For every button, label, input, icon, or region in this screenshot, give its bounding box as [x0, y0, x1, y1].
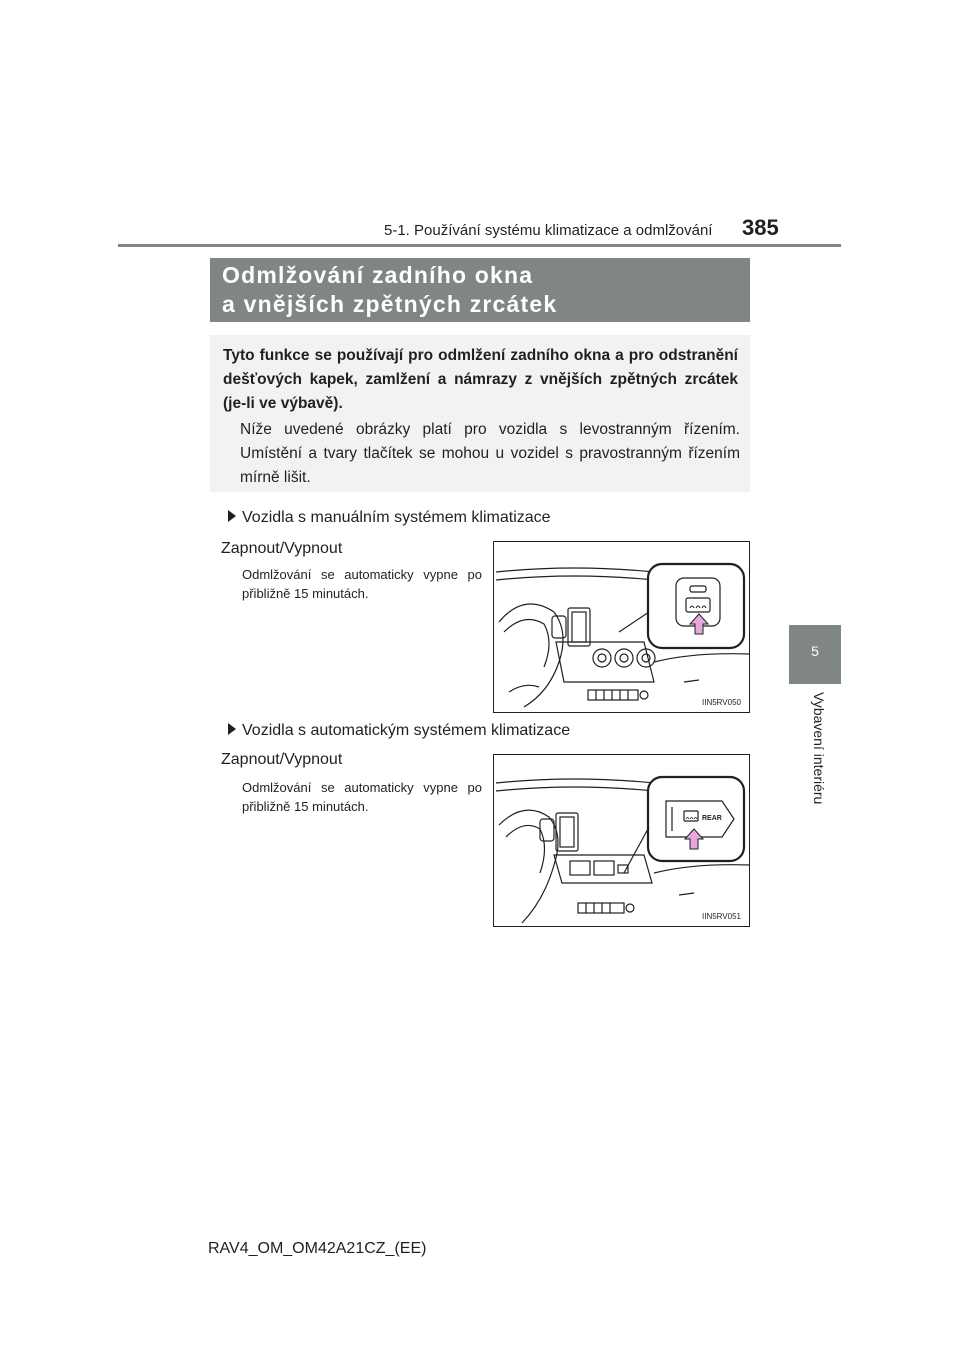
intro-bold-text: Tyto funkce se používají pro odmlžení zadního okna a pro odstranění dešťových kapek, zamlžení a námrazy z vnějších zpětných zrcátek (je-li ve výbavě). [223, 347, 738, 412]
bullet-manual-ac [228, 509, 551, 527]
bullet-arrow-icon [228, 510, 236, 522]
rear-button-label: REAR [702, 815, 722, 822]
label-on-off-manual: Zapnout/Vypnout [221, 540, 343, 557]
chapter-label: Vybavení interiéru [811, 692, 827, 805]
figure-code-auto: IIN5RV051 [702, 912, 741, 921]
note-auto: Odmlžování se automaticky vypne po přibližně 15 minutách. [242, 780, 482, 814]
chapter-tab [789, 625, 841, 684]
intro-note-text: Níže uvedené obrázky platí pro vozidla s levostranným řízením. Umístění a tvary tlačítek se mohou u vozidel s pravostranným řízením mírně lišit. [240, 421, 740, 486]
figure-manual-ac [493, 541, 750, 713]
bullet-arrow-icon [228, 723, 236, 735]
figure-code-manual: IIN5RV050 [702, 698, 741, 707]
bullet-auto-ac [228, 722, 570, 740]
header-rule [118, 244, 841, 247]
section-title-line2: a vnějších zpětných zrcátek [222, 291, 558, 317]
section-title-box [210, 258, 750, 322]
bullet-auto-ac-text: Vozidla s automatickým systémem klimatizace [242, 722, 571, 739]
figure-auto-ac [493, 754, 750, 927]
page-number: 385 [742, 215, 779, 240]
intro-box [210, 335, 750, 492]
dashboard-illustration-auto [494, 755, 750, 927]
header-section-title: 5-1. Používání systému klimatizace a odmlžování [384, 222, 713, 239]
section-title-line1: Odmlžování zadního okna [222, 262, 534, 288]
footer-document-code: RAV4_OM_OM42A21CZ_(EE) [208, 1240, 427, 1257]
label-on-off-auto: Zapnout/Vypnout [221, 751, 343, 768]
bullet-manual-ac-text: Vozidla s manuálním systémem klimatizace [242, 509, 551, 526]
chapter-number: 5 [811, 643, 819, 659]
dashboard-illustration-manual [494, 542, 750, 713]
note-manual: Odmlžování se automaticky vypne po přibližně 15 minutách. [242, 567, 482, 601]
